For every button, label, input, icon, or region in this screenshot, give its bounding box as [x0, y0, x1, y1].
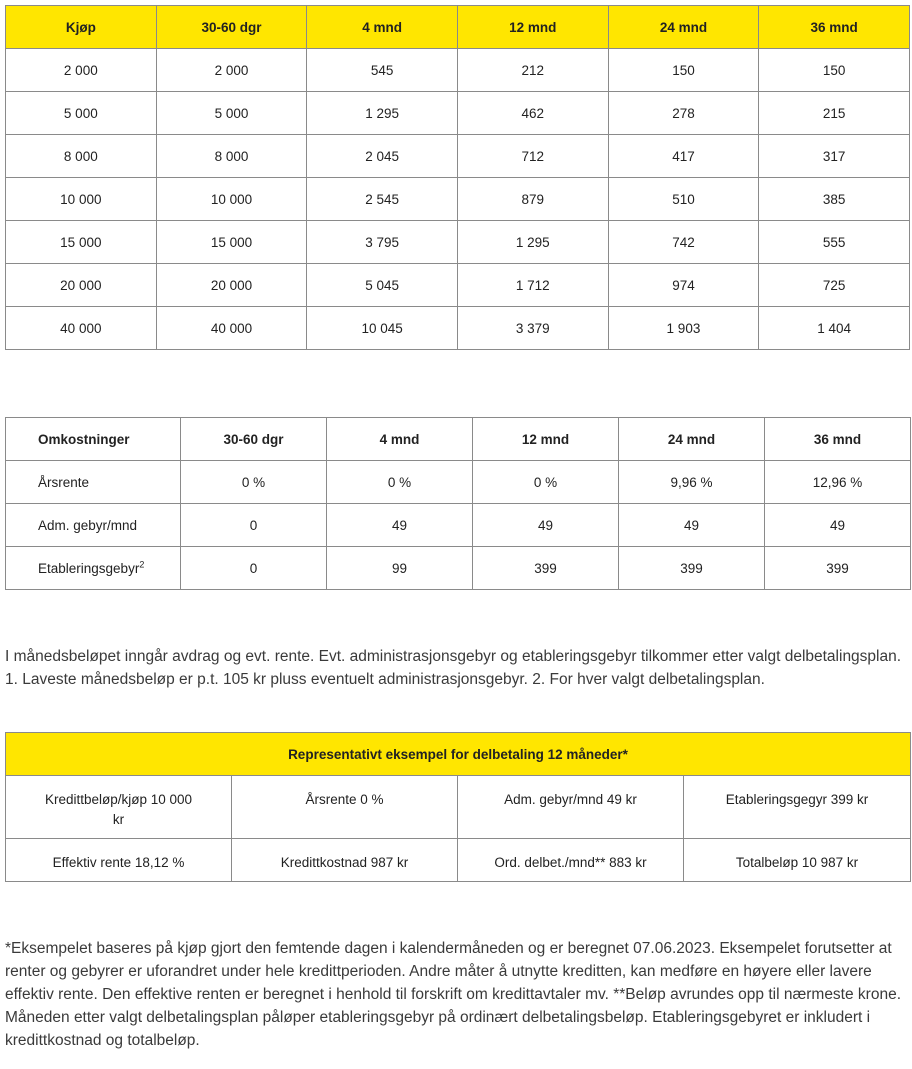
table-cell: Årsrente 0 %: [232, 776, 458, 839]
table-cell: 40 000: [6, 307, 157, 350]
table-row: [6, 49, 910, 92]
representative-example-table: [5, 732, 911, 882]
table-cell: 510: [608, 178, 759, 221]
column-header: 12 mnd: [473, 418, 619, 461]
row-label: [6, 547, 181, 590]
table-row: [6, 776, 911, 839]
table-cell: 20 000: [6, 264, 157, 307]
table-header-row: [6, 418, 911, 461]
table-cell: Ord. delbet./mnd** 883 kr: [458, 839, 684, 882]
table-cell: 1 295: [457, 221, 608, 264]
table-cell: Totalbeløp 10 987 kr: [684, 839, 911, 882]
table-row: [6, 839, 911, 882]
cell-text: Kredittbeløp/kjøp 10 000 kr: [44, 792, 193, 827]
table-cell: 0: [181, 504, 327, 547]
table-cell: 8 000: [6, 135, 157, 178]
table-cell: 1 295: [307, 92, 458, 135]
table-cell: 555: [759, 221, 910, 264]
table-cell: 12,96 %: [765, 461, 911, 504]
table-cell: 99: [327, 547, 473, 590]
table-cell: 9,96 %: [619, 461, 765, 504]
row-label-text: Adm. gebyr/mnd: [38, 517, 138, 533]
table-cell: 399: [619, 547, 765, 590]
table-row: [6, 221, 910, 264]
column-header: 24 mnd: [619, 418, 765, 461]
example-disclaimer: *Eksempelet baseres på kjøp gjort den femtende dagen i kalendermåneden og er beregnet 07.06.2023. Eksempelet forutsetter at renter og gebyrer er uforandret under hele kredittperioden. Andre måter å utnytte kreditten, kan medføre en høyere eller lavere effektiv rente. Den effektive renten er beregnet i henhold til forskrift om kredittavtaler mv. **Beløp avrundes opp til nærmeste krone. Måneden etter valgt delbetalingsplan påløper etableringsgebyr på ordinært delbetalingsbeløp. Etableringsgebyret er inkludert i kredittkostnad og totalbeløp.: [5, 940, 901, 1049]
table-cell: 40 000: [156, 307, 307, 350]
table-cell: 10 045: [307, 307, 458, 350]
table-row: [6, 264, 910, 307]
table-cell: 10 000: [6, 178, 157, 221]
table-cell: 879: [457, 178, 608, 221]
column-header: 36 mnd: [759, 6, 910, 49]
table-row: [6, 504, 911, 547]
table-cell: 725: [759, 264, 910, 307]
table-cell: 2 000: [6, 49, 157, 92]
table-cell: 2 045: [307, 135, 458, 178]
row-label-text: Etableringsgebyr: [38, 560, 140, 576]
table-cell: 1 712: [457, 264, 608, 307]
table-cell: 49: [473, 504, 619, 547]
table-cell: 150: [608, 49, 759, 92]
table-cell: 20 000: [156, 264, 307, 307]
table-cell: 150: [759, 49, 910, 92]
table-cell: 1 404: [759, 307, 910, 350]
table-cell: 5 000: [6, 92, 157, 135]
monthly-amount-table: [5, 5, 910, 350]
installment-note: I månedsbeløpet inngår avdrag og evt. rente. Evt. administrasjonsgebyr og etableringsgebyr tilkommer etter valgt delbetalingsplan. 1. Laveste månedsbeløp er p.t. 105 kr pluss eventuelt administrasjonsgebyr. 2. For hver valgt delbetalingsplan.: [5, 648, 902, 688]
table-cell: Etableringsgegyr 399 kr: [684, 776, 911, 839]
column-header: Omkostninger: [6, 418, 181, 461]
table-cell: 399: [765, 547, 911, 590]
table-header-row: [6, 6, 910, 49]
table-cell: 317: [759, 135, 910, 178]
table-cell: 15 000: [6, 221, 157, 264]
table-cell: 5 000: [156, 92, 307, 135]
column-header: 24 mnd: [608, 6, 759, 49]
table-cell: [6, 776, 232, 839]
table-cell: Effektiv rente 18,12 %: [6, 839, 232, 882]
table-cell: 1 903: [608, 307, 759, 350]
footnote-marker: 2: [139, 559, 145, 569]
table-cell: 49: [765, 504, 911, 547]
table-cell: 3 795: [307, 221, 458, 264]
table-cell: 399: [473, 547, 619, 590]
column-header: 30-60 dgr: [156, 6, 307, 49]
table-row: [6, 178, 910, 221]
table-cell: 742: [608, 221, 759, 264]
table-cell: 10 000: [156, 178, 307, 221]
table-row: [6, 92, 910, 135]
table-cell: 417: [608, 135, 759, 178]
column-header: 4 mnd: [307, 6, 458, 49]
column-header: 4 mnd: [327, 418, 473, 461]
table-cell: 2 000: [156, 49, 307, 92]
column-header: 12 mnd: [457, 6, 608, 49]
costs-table: [5, 417, 911, 590]
table-cell: 974: [608, 264, 759, 307]
table-cell: 0 %: [327, 461, 473, 504]
table-cell: 462: [457, 92, 608, 135]
table-cell: 545: [307, 49, 458, 92]
table-cell: 385: [759, 178, 910, 221]
row-label-text: Årsrente: [38, 474, 90, 490]
table-cell: 3 379: [457, 307, 608, 350]
table-row: [6, 135, 910, 178]
row-label: [6, 504, 181, 547]
table-cell: 8 000: [156, 135, 307, 178]
table-cell: 2 545: [307, 178, 458, 221]
table-cell: 712: [457, 135, 608, 178]
column-header: Kjøp: [6, 6, 157, 49]
table-row: [6, 547, 911, 590]
table-cell: 212: [457, 49, 608, 92]
table-cell: Kredittkostnad 987 kr: [232, 839, 458, 882]
table-cell: 0 %: [181, 461, 327, 504]
table-cell: 0: [181, 547, 327, 590]
table-row: [6, 461, 911, 504]
table-cell: 15 000: [156, 221, 307, 264]
table-cell: 49: [619, 504, 765, 547]
table-header-row: [6, 733, 911, 776]
example-title: Representativt eksempel for delbetaling 12 måneder*: [6, 733, 911, 776]
table-cell: 5 045: [307, 264, 458, 307]
table-row: [6, 307, 910, 350]
row-label: [6, 461, 181, 504]
table-cell: 278: [608, 92, 759, 135]
column-header: 36 mnd: [765, 418, 911, 461]
table-cell: Adm. gebyr/mnd 49 kr: [458, 776, 684, 839]
column-header: 30-60 dgr: [181, 418, 327, 461]
table-cell: 0 %: [473, 461, 619, 504]
table-cell: 215: [759, 92, 910, 135]
table-cell: 49: [327, 504, 473, 547]
